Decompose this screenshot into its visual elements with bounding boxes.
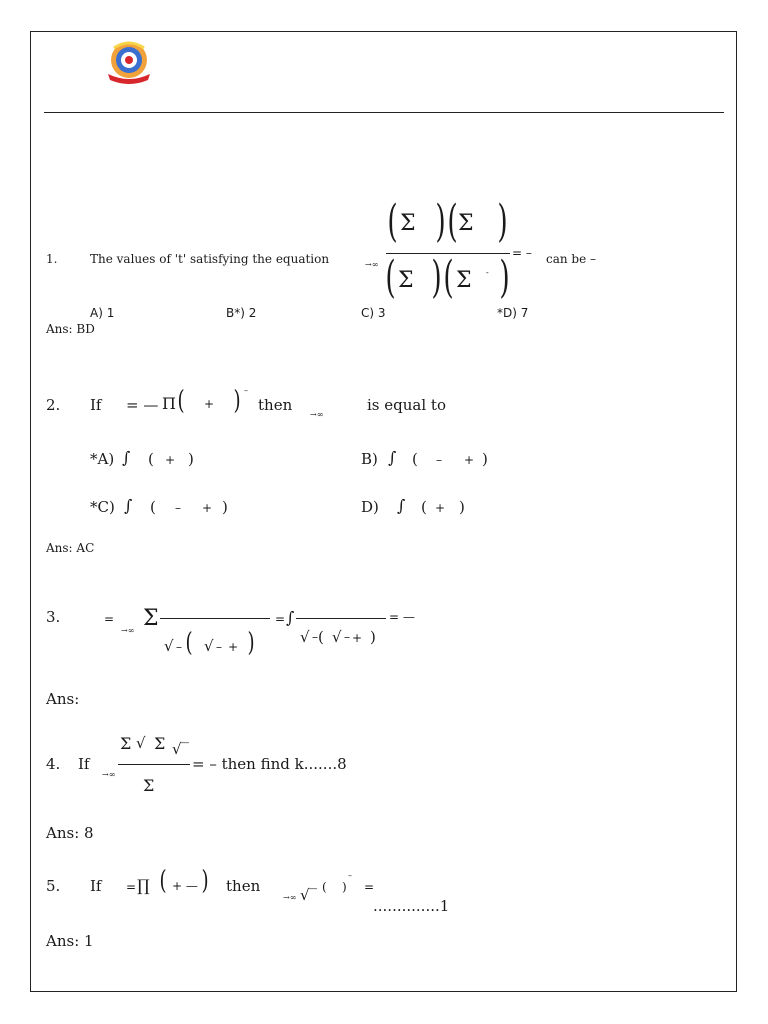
- q1-text: The values of 't' satisfying the equation: [90, 252, 330, 266]
- q3-answer: Ans:: [46, 690, 80, 708]
- q3-denominator-2: ): [370, 628, 376, 646]
- q1-sigma: Σ: [456, 268, 472, 293]
- q3-denominator-2: –: [344, 630, 350, 644]
- q2-answer: Ans: AC: [46, 541, 95, 555]
- q4-number: 4.: [46, 755, 61, 773]
- q1-paren: (: [443, 252, 454, 303]
- integral-symbol: ∫: [124, 496, 133, 515]
- integral-symbol: ∫: [397, 496, 406, 515]
- q2-option-d-expr: +: [435, 501, 446, 515]
- q1-answer: Ans: BD: [46, 322, 95, 336]
- q5-paren: (: [322, 880, 327, 894]
- q3-denominator: √: [204, 637, 214, 655]
- q3-denominator-2: √: [300, 628, 310, 646]
- q1-paren: ): [499, 252, 510, 303]
- q5-number: 5.: [46, 877, 61, 895]
- q3-denominator-2: √: [332, 628, 342, 646]
- q3-denominator: +: [228, 640, 239, 654]
- q4-if: If: [78, 755, 90, 773]
- q2-option-b-expr: +: [464, 453, 475, 467]
- q2-product-symbol: Π: [162, 394, 176, 413]
- q2-option-c-expr: (: [150, 498, 156, 516]
- q5-then: then: [226, 877, 261, 895]
- q2-plus: +: [204, 397, 215, 411]
- q5-eq: =: [126, 880, 137, 894]
- q2-lim-sub: →∞: [310, 410, 324, 419]
- q5-product-symbol: ∏: [137, 876, 150, 895]
- q3-eq2: =: [275, 612, 286, 626]
- q2-option-b-expr: ): [482, 450, 488, 468]
- q2-option-c-expr: ): [222, 498, 228, 516]
- q3-number: 3.: [46, 608, 61, 626]
- q2-option-b-label: B): [361, 450, 378, 468]
- q1-paren: ): [497, 196, 508, 247]
- q3-denominator-2: (: [318, 628, 324, 646]
- q3-lim-sub: →∞: [121, 626, 135, 635]
- q3-denominator-2: +: [352, 631, 363, 645]
- q4-denominator: Σ: [143, 776, 155, 795]
- q2-exponent-bar: –: [244, 386, 248, 395]
- page-frame: [30, 31, 737, 992]
- q3-eq3: = —: [389, 610, 415, 624]
- q1-paren: ): [435, 196, 446, 247]
- q2-option-b-expr: –: [436, 453, 442, 467]
- q1-paren: (: [385, 252, 396, 303]
- q3-denominator: √: [164, 637, 174, 655]
- q4-fraction-line: [118, 764, 190, 765]
- q2-option-c-label: *C): [90, 498, 115, 516]
- q1-paren: (: [447, 196, 458, 247]
- q3-sum-symbol: Σ: [143, 606, 159, 631]
- q1-number: 1.: [46, 252, 58, 266]
- q3-denominator-2: –: [312, 630, 318, 644]
- q3-fraction-line: [160, 618, 270, 619]
- q4-lim-sub: →∞: [102, 770, 116, 779]
- q4-tail: = – then find k.......8: [192, 755, 347, 773]
- q5-root: √‾: [300, 886, 318, 904]
- q4-numerator: √: [136, 734, 146, 752]
- q2-option-a-label: *A): [90, 450, 115, 468]
- q3-denominator: –: [216, 640, 222, 654]
- q2-tail: is equal to: [367, 396, 446, 414]
- q5-if: If: [90, 877, 102, 895]
- q2-option-c-expr: +: [202, 501, 213, 515]
- q2-then: then: [258, 396, 293, 414]
- institute-emblem-icon: [104, 40, 154, 86]
- q3-denominator: –: [176, 640, 182, 654]
- q4-numerator: Σ: [120, 734, 132, 753]
- q5-plus: + —: [172, 879, 198, 893]
- q1-tail: can be –: [546, 252, 597, 266]
- q2-option-b-expr: (: [412, 450, 418, 468]
- q3-fraction-line: [296, 618, 386, 619]
- q5-lim-sub: →∞: [283, 893, 297, 902]
- q4-numerator: √‾: [172, 740, 190, 758]
- q2-option-a-expr: +: [165, 453, 176, 467]
- q2-if: If: [90, 396, 102, 414]
- q2-option-a-expr: (: [148, 450, 154, 468]
- integral-symbol: ∫: [122, 448, 131, 467]
- q5-eq2: =: [364, 880, 375, 894]
- q1-lim-sub: →∞: [365, 260, 379, 269]
- q2-option-d-label: D): [361, 498, 379, 516]
- q5-paren: ): [342, 880, 347, 894]
- q1-sigma: Σ: [400, 211, 416, 236]
- q1-rhs: = –: [512, 246, 532, 260]
- q2-option-d-expr: (: [421, 498, 427, 516]
- q2-paren: (: [177, 386, 185, 416]
- q4-answer: Ans: 8: [46, 824, 94, 842]
- header-rule: [44, 112, 724, 113]
- q1-option-d: *D) 7: [497, 306, 529, 320]
- q3-eq: =: [104, 612, 115, 626]
- q5-blank: ..............1: [373, 897, 450, 915]
- q1-option-c: C) 3: [361, 306, 386, 320]
- q2-paren: ): [233, 386, 241, 416]
- q5-paren: (: [159, 866, 167, 896]
- q2-number: 2.: [46, 396, 61, 414]
- q1-minus: -: [486, 268, 489, 277]
- q2-eq: = —: [126, 396, 159, 414]
- q3-denominator: ): [247, 628, 255, 658]
- q1-option-a: A) 1: [90, 306, 115, 320]
- integral-symbol: ∫: [388, 448, 397, 467]
- q5-paren: ): [201, 866, 209, 896]
- q1-paren: ): [431, 252, 442, 303]
- q2-option-a-expr: ): [188, 450, 194, 468]
- q2-option-d-expr: ): [459, 498, 465, 516]
- q1-sigma: Σ: [458, 211, 474, 236]
- integral-symbol: ∫: [286, 608, 295, 627]
- q5-exponent: –: [348, 871, 352, 880]
- q1-option-b: B*) 2: [226, 306, 257, 320]
- q5-answer: Ans: 1: [46, 932, 94, 950]
- q1-paren: (: [387, 196, 398, 247]
- q4-numerator: Σ: [154, 734, 166, 753]
- q3-denominator: (: [185, 628, 193, 658]
- q2-option-c-expr: –: [175, 501, 181, 515]
- q1-sigma: Σ: [398, 268, 414, 293]
